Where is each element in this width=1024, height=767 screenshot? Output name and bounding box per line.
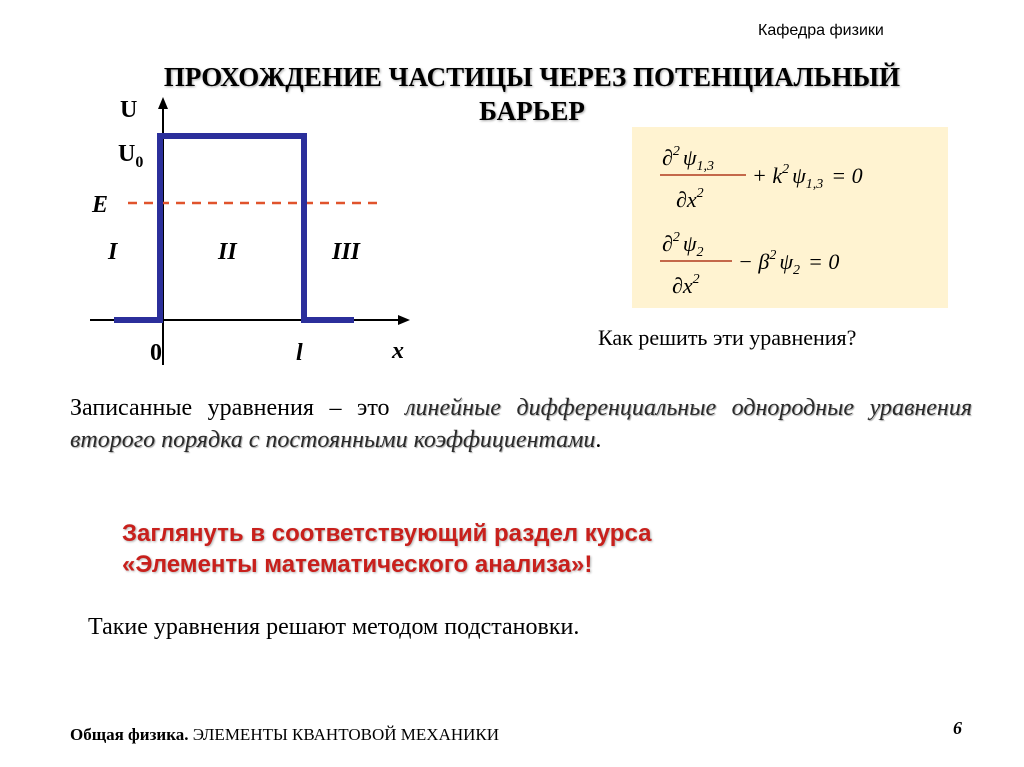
question-text: Как решить эти уравнения? — [598, 325, 857, 350]
region-1-label: I — [108, 239, 118, 265]
eq1-denominator: $\partial x^2$ — [676, 186, 704, 212]
method-text: Такие уравнения решают методом подстановки. — [88, 614, 580, 640]
potential-barrier-diagram — [80, 95, 420, 375]
footer-course: Общая физика. — [70, 725, 189, 744]
callout-text — [122, 518, 651, 580]
u0-label: $U_0$ — [118, 141, 144, 171]
equations-svg — [632, 127, 948, 308]
callout-line1: Заглянуть в соответствующий раздел курса — [122, 520, 652, 547]
paragraph-suffix: . — [595, 427, 602, 453]
page-number: 6 — [953, 718, 962, 738]
eq2-numerator: ∂$^2$ $\psi_2$ — [662, 230, 704, 260]
footer — [70, 725, 499, 745]
eq1-numerator: ∂$^2$ $\psi_{1,3}$ — [662, 144, 715, 174]
y-axis-label: U — [120, 97, 138, 123]
callout-line2: «Элементы математического анализа»! — [122, 551, 593, 578]
region-2-label: II — [218, 239, 237, 265]
department-label: Кафедра физики — [758, 22, 884, 39]
equations-box — [632, 127, 948, 308]
slide-title-line1: ПРОХОЖДЕНИЕ ЧАСТИЦЫ ЧЕРЕЗ ПОТЕНЦИАЛЬНЫЙ — [163, 62, 901, 92]
origin-label: 0 — [150, 340, 162, 366]
paragraph-italic: линейные дифференциальные однородные уравнения второго порядка с постоянными коэффициентами — [70, 395, 972, 453]
equation-2 — [660, 230, 839, 298]
x-axis-label: x — [392, 338, 404, 364]
eq1-plus-term: + $k^2$ $\psi_{1,3} = 0$ — [752, 162, 863, 192]
region-3-label: III — [332, 239, 361, 265]
y-axis-arrow — [158, 97, 168, 109]
energy-label: E — [92, 192, 109, 218]
slide-title-line2: БАРЬЕР — [479, 96, 585, 126]
x-axis-arrow — [398, 315, 410, 325]
equation-1 — [660, 144, 863, 212]
eq2-minus-term: − $\beta^2$ $\psi_2 = 0$ — [738, 248, 840, 278]
barrier-width-label: l — [296, 340, 303, 366]
explanation-paragraph — [70, 392, 972, 456]
paragraph-prefix: Записанные уравнения – это — [70, 395, 406, 421]
footer-topic: ЭЛЕМЕНТЫ КВАНТОВОЙ МЕХАНИКИ — [188, 725, 500, 744]
barrier-profile — [114, 136, 354, 320]
eq2-denominator: $\partial x^2$ — [672, 272, 700, 298]
